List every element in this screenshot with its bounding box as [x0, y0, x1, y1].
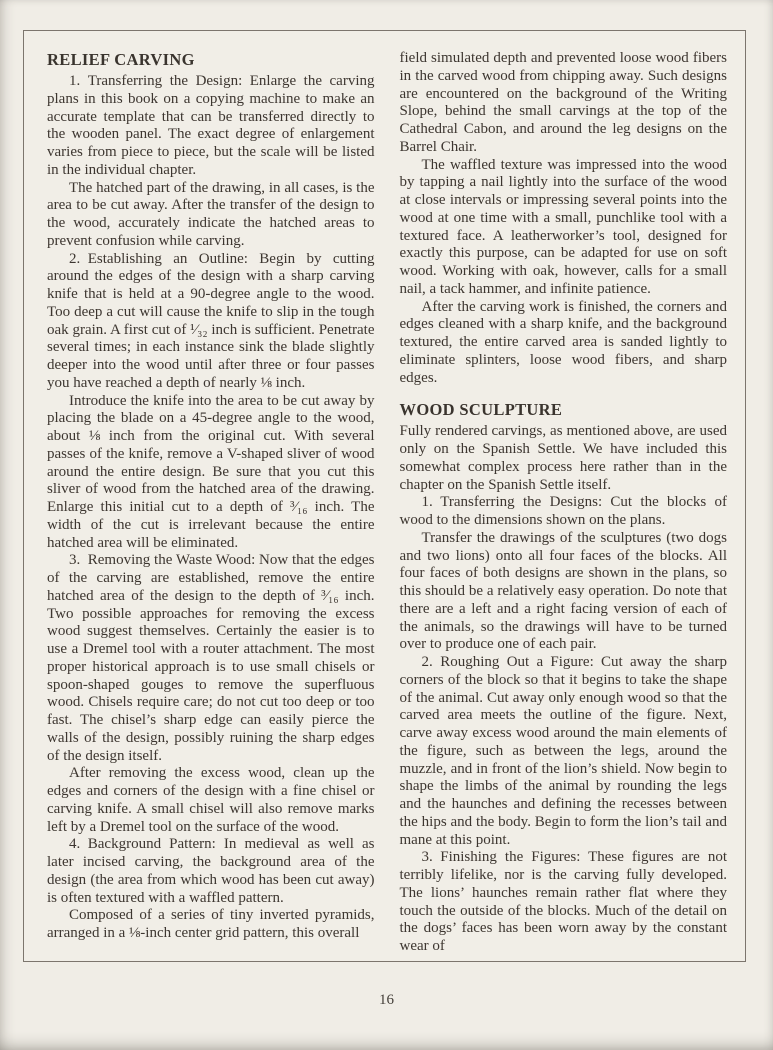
body-paragraph: 1. Transferring the Designs: Cut the blocks of wood to the dimensions shown on the plans.: [399, 494, 727, 528]
body-paragraph: The waffled texture was impressed into the wood by tapping a nail lightly into the surface of the wood at close intervals or impressing several points into the wood at one time with a small, punchlike tool with a textured face. A leatherworker’s tool, designed for exactly this purpose, can be adapted for use on soft wood. Working with oak, however, calls for a small nail, a tack hammer, and infinite patience.: [399, 156, 727, 297]
body-paragraph: 3. Finishing the Figures: These figures are not terribly lifelike, nor is the carving fully developed. The lions’ haunches remain rather flat where they touch the outside of the blocks. Much of the detail on the dogs’ faces has been worn away by the constant wear of: [399, 849, 727, 954]
body-paragraph: After removing the excess wood, clean up the edges and corners of the design with a fine chisel or carving knife. A small chisel will also remove marks left by a Dremel tool on the surface of the wood.: [47, 765, 375, 835]
body-paragraph: field simulated depth and prevented loose wood fibers in the carved wood from chipping away. Such designs are encountered on the background of the Writing Slope, behind the small carvings at the top of the Cathedral Cabon, and around the leg designs on the Barrel Chair.: [399, 50, 727, 155]
page-number: 16: [379, 992, 394, 1008]
body-paragraph: 2. Roughing Out a Figure: Cut away the sharp corners of the block so that it begins to take the shape of the animal. Cut away only enough wood so that the carved area meets the outline of the figure. Next, carve away excess wood around the main elements of the figure, such as between the legs, around the muzzle, and in front of the lion’s shield. Now begin to shape the limbs of the animal by rounding the legs and the haunches and defining the recesses between the hips and the body. Begin to form the lion’s tail and mane at this point.: [399, 654, 727, 848]
body-paragraph: After the carving work is finished, the corners and edges cleaned with a sharp knife, and the background textured, the entire carved area is sanded lightly to eliminate splinters, loose wood fibers, and sharp edges.: [399, 298, 727, 386]
body-paragraph: Transfer the drawings of the sculptures (two dogs and two lions) onto all four faces of the blocks. All four faces of both designs are shown in the plans, so this should be a relatively easy operation. Do note that there are a left and a right facing version of each of the animals, so the drawings will have to be turned over to produce one of each pair.: [399, 529, 727, 653]
body-paragraph: 3. Removing the Waste Wood: Now that the edges of the carving are established, remove the entire hatched area of the design to the depth of ³⁄₁₆ inch. Two possible approaches for removing the excess wood suggest themselves. Certainly the easier is to use a Dremel tool with a router attachment. The most proper historical approach is to use small chisels or spoon-shaped gouges to remove the superfluous wood. Chisels require care; do not cut too deep or too fast. The chisel’s sharp edge can easily pierce the walls of the design, possibly ruining the sharp edges of the design itself.: [47, 552, 375, 764]
body-paragraph: 1. Transferring the Design: Enlarge the carving plans in this book on a copying machine to make an accurate template that can be transferred directly to the wooden panel. The exact degree of enlargement varies from piece to piece, but the scale will be listed in the individual chapter.: [47, 73, 375, 178]
left-column: [47, 50, 375, 956]
body-paragraph: Fully rendered carvings, as mentioned above, are used only on the Spanish Settle. We have included this somewhat complex process here rather than in the chapter on the Spanish Settle itself.: [399, 423, 727, 493]
section-heading-relief-carving: RELIEF CARVING: [47, 50, 195, 69]
body-paragraph: 4. Background Pattern: In medieval as well as later incised carving, the background area of the design (the area from which wood has been cut away) is often textured with a waffled pattern.: [47, 836, 375, 906]
page-content: [47, 50, 727, 956]
right-column: [400, 50, 728, 956]
body-paragraph: 2. Establishing an Outline: Begin by cutting around the edges of the design with a sharp carving knife that is held at a 90-degree angle to the wood. Too deep a cut will cause the knife to slip in the tough oak grain. A first cut of ¹⁄₃₂ inch is sufficient. Penetrate several times; in each instance sink the blade slightly deeper into the wood until after three or four passes you have reached a depth of nearly ⅛ inch.: [47, 250, 375, 391]
body-paragraph: Introduce the knife into the area to be cut away by placing the blade on a 45-degree angle to the wood, about ⅛ inch from the original cut. With several passes of the knife, remove a V-shaped sliver of wood around the entire design. Be sure that you cut this sliver of wood from the hatched area of the drawing. Enlarge this initial cut to a depth of ³⁄₁₆ inch. The width of the cut is irrelevant because the entire hatched area will be eliminated.: [47, 392, 375, 551]
section-heading-wood-sculpture: WOOD SCULPTURE: [399, 400, 563, 420]
body-paragraph: The hatched part of the drawing, in all cases, is the area to be cut away. After the transfer of the design to the wood, accurately indicate the hatched areas to prevent confusion while carving.: [47, 179, 375, 249]
body-paragraph: Composed of a series of tiny inverted pyramids, arranged in a ⅛-inch center grid pattern, this overall: [47, 907, 375, 941]
